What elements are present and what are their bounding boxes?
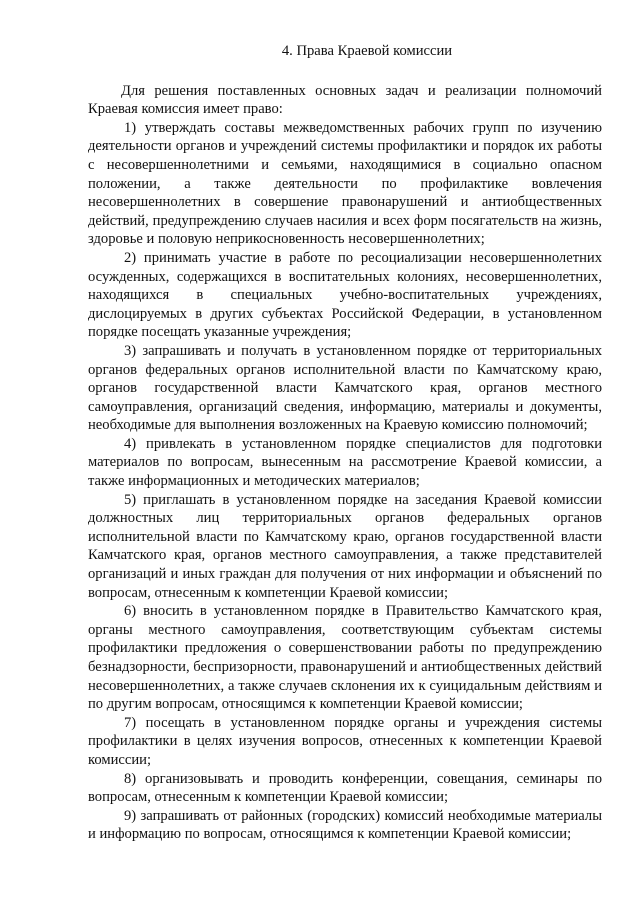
intro-paragraph: Для решения поставленных основных задач и реализации полномочий Краевая комиссия имеет право: — [88, 82, 602, 118]
list-item: 6) вносить в установленном порядке в Правительство Камчатского края, органы местного самоуправления, соответствующим субъектам системы профилактики предложения о совершенствовании работы по предупреждению безнадзорности, беспризорности, правонарушений и антиобщественных действий несовершеннолетних, а также случаев склонения их к суицидальным действиям и по другим вопросам, относящимся к компетенции Краевой комиссии; — [88, 603, 602, 713]
section-title: 4. Права Краевой комиссии — [281, 43, 453, 59]
list-item: 8) организовывать и проводить конференции, совещания, семинары по вопросам, отнесенным к компетенции Краевой комиссии; — [88, 770, 602, 806]
list-item: 5) приглашать в установленном порядке на заседания Краевой комиссии должностных лиц территориальных органов федеральных органов исполнительной власти по Камчатскому краю, органов государственной власти Камчатского края, органов местного самоуправления, а также представителей организаций и иных граждан для получения от них информации и объяснений по вопросам, отнесенным к компетенции Краевой комиссии; — [88, 491, 602, 601]
list-item: 3) запрашивать и получать в установленном порядке от территориальных органов федеральных органов исполнительной власти по Камчатскому краю, органов государственной власти Камчатского края, органов местного самоуправления, организаций сведения, информацию, материалы и документы, необходимые для выполнения возложенных на Краевую комиссию полномочий; — [88, 342, 602, 434]
list-item: 1) утверждать составы межведомственных рабочих групп по изучению деятельности органов и учреждений системы профилактики и порядок их работы с несовершеннолетними и семьями, находящимися в социально опасном положении, а также деятельности по профилактике вовлечения несовершеннолетних в совершение правонарушений и антиобщественных действий, предупреждению случаев насилия и всех форм посягательств на жизнь, здоровье и половую неприкосновенность несовершеннолетних; — [88, 119, 602, 248]
list-item: 4) привлекать в установленном порядке специалистов для подготовки материалов по вопросам, вынесенным на рассмотрение Краевой комиссии, а также информационных и методических материалов; — [88, 435, 602, 490]
list-item: 9) запрашивать от районных (городских) комиссий необходимые материалы и информацию по вопросам, относящимся к компетенции Краевой комиссии; — [88, 807, 602, 843]
document-page — [88, 42, 602, 844]
list-item: 2) принимать участие в работе по ресоциализации несовершеннолетних осужденных, содержащихся в воспитательных колониях, несовершеннолетних, находящихся в специальных учебно-воспитательных учреждениях, дислоцируемых в других субъектах Российской Федерации, в установленном порядке посещать указанные учреждения; — [88, 249, 602, 341]
list-item: 7) посещать в установленном порядке органы и учреждения системы профилактики в целях изучения вопросов, отнесенных к компетенции Краевой комиссии; — [88, 714, 602, 768]
